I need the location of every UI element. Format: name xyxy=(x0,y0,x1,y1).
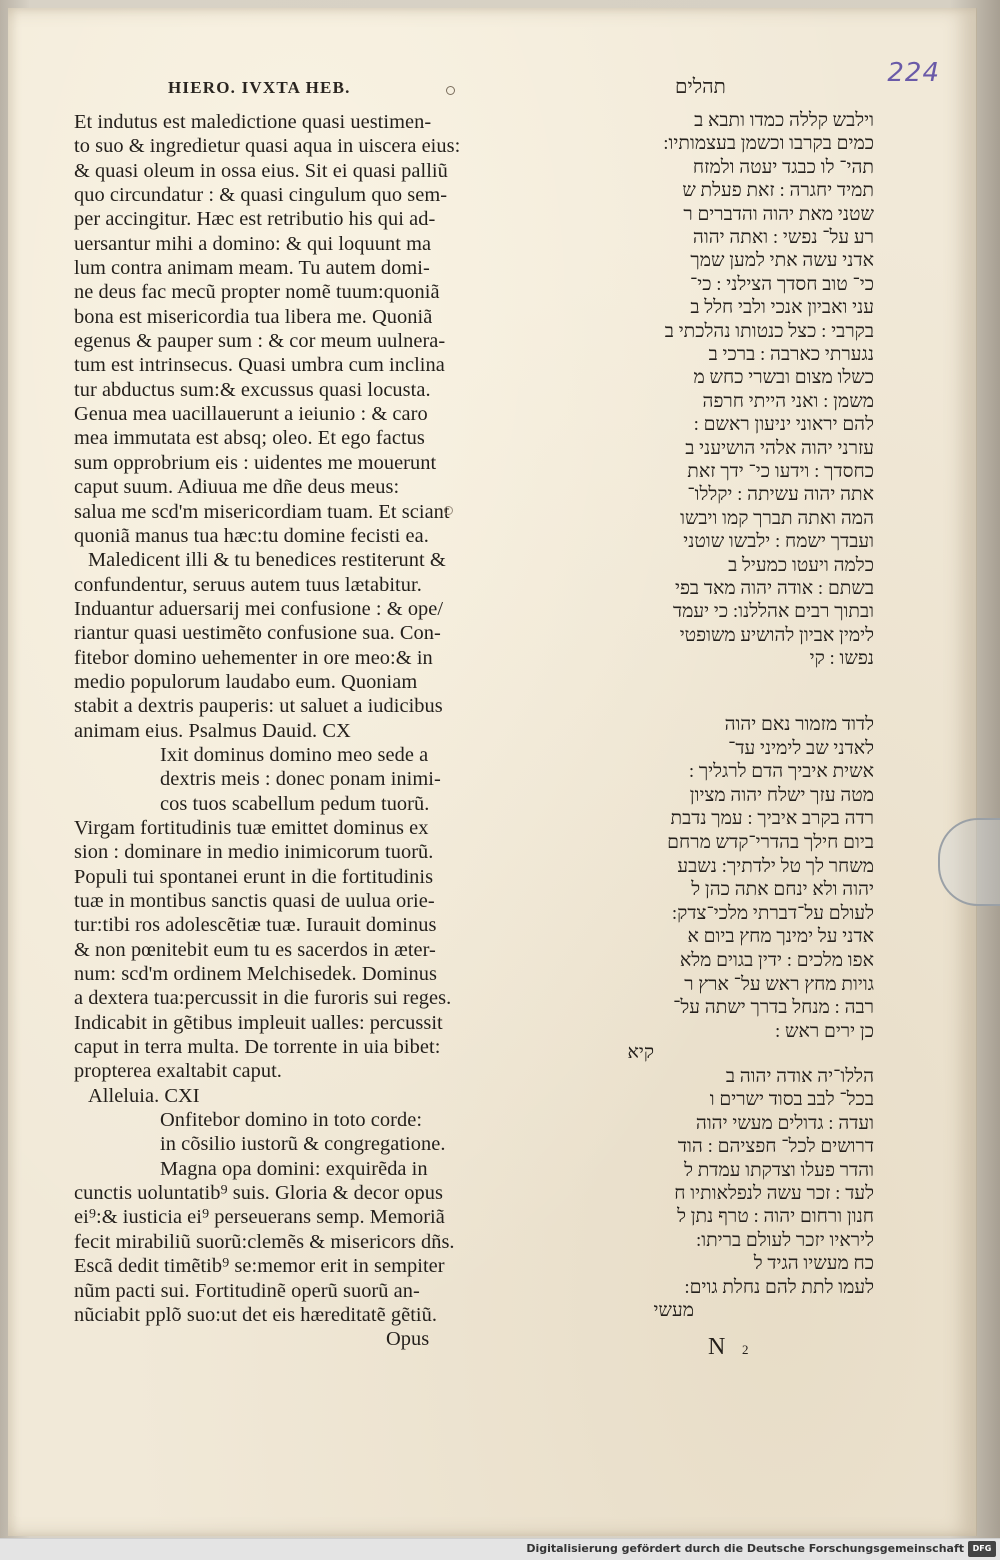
latin-line: ei⁹:& iusticia ei⁹ perseuerans semp. Memoriã xyxy=(74,1206,445,1229)
footer-bar xyxy=(0,1538,1000,1560)
latin-line: nũm pacti sui. Fortitudinẽ operũ suorũ an- xyxy=(74,1279,420,1302)
hebrew-line: לעד : זכר עשה לנפלאותיו ח xyxy=(674,1183,874,1204)
hebrew-line: לעולם על־דברתי מלכי־צדק: xyxy=(671,902,874,924)
hebrew-line: הללו־יה אודה יהוה ב xyxy=(725,1066,874,1087)
latin-line: fecit mirabiliũ suorũ:clemẽs & misericors dñs. xyxy=(74,1230,455,1253)
latin-line: sion : dominare in medio inimicorum tuorũ. xyxy=(74,841,434,864)
latin-line: Genua mea uacillauerunt a ieiunio : & caro xyxy=(74,403,428,426)
hebrew-line: חנון ורחום יהוה : טרף נתן ל xyxy=(677,1206,874,1228)
hebrew-line: בשתם : אודה יהוה מאד בפי xyxy=(674,578,874,599)
latin-line: Virgam fortitudinis tuæ emittet dominus ex xyxy=(74,816,429,839)
hebrew-line: אפו מלכים : ידין בגוים מלא xyxy=(679,950,874,971)
hebrew-line: עזרני יהוה אלהי הושיעני ב xyxy=(685,437,874,459)
margin-mark xyxy=(444,506,453,515)
latin-line: & quasi oleum in ossa eius. Sit ei quasi palliũ xyxy=(74,159,448,182)
latin-line: in cõsilio iustorũ & congregatione. xyxy=(160,1133,446,1156)
hebrew-line: כשלו מצום ובשרי כחש מ xyxy=(693,367,874,389)
latin-line: riantur quasi uestimẽto confusione sua. Con- xyxy=(74,622,441,645)
hebrew-line: אתה יהוה עשיתה : יקללו־ xyxy=(687,484,874,506)
hebrew-line: קיא xyxy=(627,1042,654,1063)
latin-line: animam eius. Psalmus Dauid. CX xyxy=(74,719,351,742)
hebrew-line: וילבש קללה כמדו ותבא ב xyxy=(694,110,874,131)
latin-line: caput in terra multa. De torrente in uia bibet: xyxy=(74,1036,441,1059)
footer-credit: Digitalisierung gefördert durch die Deutsche Forschungsgemeinschaft xyxy=(526,1542,964,1555)
hebrew-line: לימין אביון להושיע משופטי xyxy=(679,624,874,646)
hebrew-line: כי־ טוב חסדך הצילני : כי־ xyxy=(689,273,874,295)
latin-line: per accingitur. Hæc est retributio his qui ad- xyxy=(74,208,436,231)
latin-line: propterea exaltabit caput. xyxy=(74,1060,282,1083)
ornament-circle xyxy=(446,86,455,95)
latin-line: num: scd'm ordinem Melchisedek. Dominus xyxy=(74,963,437,986)
latin-line: cunctis uoluntatib⁹ suis. Gloria & decor opus xyxy=(74,1182,443,1205)
hebrew-line: מעשי xyxy=(653,1300,694,1321)
latin-line: nũciabit pplõ suo:ut det eis hæreditatẽ gẽtiũ. xyxy=(74,1303,438,1326)
hebrew-line: משחר לך טל ילדתיך: נשבע xyxy=(677,855,874,877)
latin-line: Maledicent illi & tu benedices restiterunt & xyxy=(88,549,446,572)
hebrew-line: ועבדך ישמח : ילבשו שוטני xyxy=(683,531,874,553)
folio-number: 224 xyxy=(887,58,940,88)
latin-line: tuæ in montibus sanctis quasi de uulua orie- xyxy=(74,890,435,912)
hebrew-line: ליראיו יזכר לעולם בריתו: xyxy=(695,1229,874,1251)
latin-line: lum contra animam meam. Tu autem domi- xyxy=(74,257,430,280)
latin-line: Onfitebor domino in toto corde: xyxy=(160,1109,423,1132)
hebrew-line: ובתוך רבים אהללנו: כי יעמד xyxy=(673,601,874,623)
latin-line: dextris meis : donec ponam inimi- xyxy=(160,768,441,791)
hebrew-line: נפשו : קי xyxy=(809,648,874,670)
latin-line: Magna opa domini: exquirẽda in xyxy=(160,1157,428,1180)
hebrew-line: ביום חילך בהדרי־קדש מרחם xyxy=(667,832,874,853)
hebrew-line: מטה עזך ישלח יהוה מציון xyxy=(689,784,874,806)
latin-line: egenus & pauper sum : & cor meum uulnera- xyxy=(74,330,446,353)
hebrew-line: בקרבי : כצל כנטותו נהלכתי ב xyxy=(664,320,874,342)
latin-line: bona est misericordia tua libera me. Quoniã xyxy=(74,305,433,328)
hebrew-line: והדר פעלו וצדקתו עמדת ל xyxy=(684,1159,874,1181)
latin-line: Opus xyxy=(386,1328,430,1351)
latin-line: quo circundatur : & quasi cingulum quo sem- xyxy=(74,184,448,207)
hebrew-line: רע על־ נפשי : ואתה יהוה xyxy=(692,227,874,248)
hebrew-line: לדוד מזמור נאם יהוה xyxy=(724,714,874,735)
hebrew-line: בכל־ לבב בסוד ישרים ו xyxy=(709,1089,874,1111)
latin-line: & non pœnitebit eum tu es sacerdos in æter- xyxy=(74,938,436,961)
hebrew-line: כח מעשיו הגיד ל xyxy=(753,1253,874,1275)
latin-line: Ixit dominus domino meo sede a xyxy=(160,743,429,766)
hebrew-line: שטני מאת יהוה והדברים ר xyxy=(683,203,874,225)
hebrew-line: ועדה : גדולים מעשי יהוה xyxy=(695,1112,874,1134)
latin-line: Et indutus est maledictione quasi uestimen- xyxy=(74,111,432,133)
latin-line: to suo & ingredietur quasi aqua in uiscera eius: xyxy=(74,135,461,158)
latin-line: sum opprobrium eis : uidentes me mouerunt xyxy=(74,451,437,474)
latin-line: mea immutata est absq; oleo. Et ego factus xyxy=(74,427,425,450)
latin-line: stabit a dextris pauperis: ut saluet a iudicibus xyxy=(74,695,443,718)
hebrew-line: כמים בקרבו וכשמן בעצמותיו: xyxy=(663,133,874,155)
latin-line: uersantur mihi a domino: & qui loquunt ma xyxy=(74,232,432,255)
signature-mark: N xyxy=(708,1334,726,1360)
latin-line: salua me scd'm misericordiam tuam. Et sciant xyxy=(74,500,450,523)
hebrew-line: להם יראוני יניעון ראשם : xyxy=(693,414,874,436)
latin-line: a dextera tua:percussit in die furoris sui reges. xyxy=(74,987,452,1010)
hebrew-line: כן ירים ראש : xyxy=(775,1020,874,1042)
latin-line: Induantur aduersarij mei confusione : & ope/ xyxy=(74,597,444,620)
latin-line: confundentur, seruus autem tuus lætabitur. xyxy=(74,573,422,596)
hebrew-line: משמן : ואני הייתי חרפה xyxy=(702,390,874,412)
latin-line: ne deus fac mecũ propter nomẽ tuum:quoniã xyxy=(74,281,440,304)
hebrew-line: המה ואתה תברך קמו ויבשו xyxy=(680,507,874,529)
latin-line: medio populorum laudabo eum. Quoniam xyxy=(74,670,418,693)
dfg-logo: DFG xyxy=(968,1541,996,1557)
hebrew-line: אשית איביך הדם לרגליך : xyxy=(688,761,874,783)
hebrew-line: עני ואביון אנכי ולבי חלל ב xyxy=(690,297,874,319)
hebrew-line: תמיד יחגרה : זאת פעלת ש xyxy=(682,180,874,202)
latin-line: Escã dedit timẽtib⁹ se:memor erit in sempiter xyxy=(74,1255,445,1278)
hebrew-line: רדה בקרב איביך : עמך נדבת xyxy=(670,808,874,830)
latin-line: tum est intrinsecus. Quasi umbra cum inclina xyxy=(74,354,445,377)
running-head-latin: HIERO. IVXTA HEB. xyxy=(168,78,351,97)
hebrew-line: כלמה ויעטו כמעיל ב xyxy=(728,554,874,576)
hebrew-line: אדני עשה אתי למען שמך xyxy=(690,250,874,272)
latin-line: Indicabit in gẽtibus impleuit ualles: percussit xyxy=(74,1011,443,1034)
signature-number: 2 xyxy=(742,1342,749,1357)
hebrew-line: לאדני שב לימיני עד־ xyxy=(728,737,874,759)
latin-line: cos tuos scabellum pedum tuorũ. xyxy=(160,792,430,815)
hebrew-line: לעמו לתת להם נחלת גוים: xyxy=(684,1276,874,1298)
hebrew-line: נגערתי כארבה : ברכי ב xyxy=(708,344,874,365)
hebrew-line: אדני על ימינך מחץ ביום א xyxy=(687,926,874,948)
latin-line: caput suum. Adiuua me dñe deus meus: xyxy=(74,476,400,499)
latin-line: tur abductus sum:& excussus quasi locusta. xyxy=(74,378,431,401)
hebrew-line: רבה : מנחל בדרך ישתה על־ xyxy=(673,997,874,1019)
hebrew-line: תהי־ לו כבגד יעטה ולמזח xyxy=(692,156,874,178)
hebrew-line: דרושים לכל־ חפציהם : הוד xyxy=(677,1136,874,1158)
latin-line: fitebor domino uehementer in ore meo:& in xyxy=(74,646,433,669)
hebrew-line: גויות מחץ ראש על־ ארץ ר xyxy=(684,973,874,995)
latin-line: Alleluia. CXI xyxy=(88,1084,200,1107)
latin-line: tur:tibi ros adolescẽtiæ tuæ. Iurauit dominus xyxy=(74,914,437,937)
hebrew-line: כחסדך : וידעו כי־ ידך זאת xyxy=(687,461,874,482)
latin-line: quoniã manus tua hæc:tu domine fecisti ea. xyxy=(74,524,429,547)
latin-line: Populi tui spontanei erunt in die fortitudinis xyxy=(74,865,434,888)
latin-text-column xyxy=(74,110,461,1352)
running-head-hebrew: תהלים xyxy=(675,76,726,98)
hebrew-line: יהוה ולא ינחם אתה כהן ל xyxy=(691,879,874,901)
